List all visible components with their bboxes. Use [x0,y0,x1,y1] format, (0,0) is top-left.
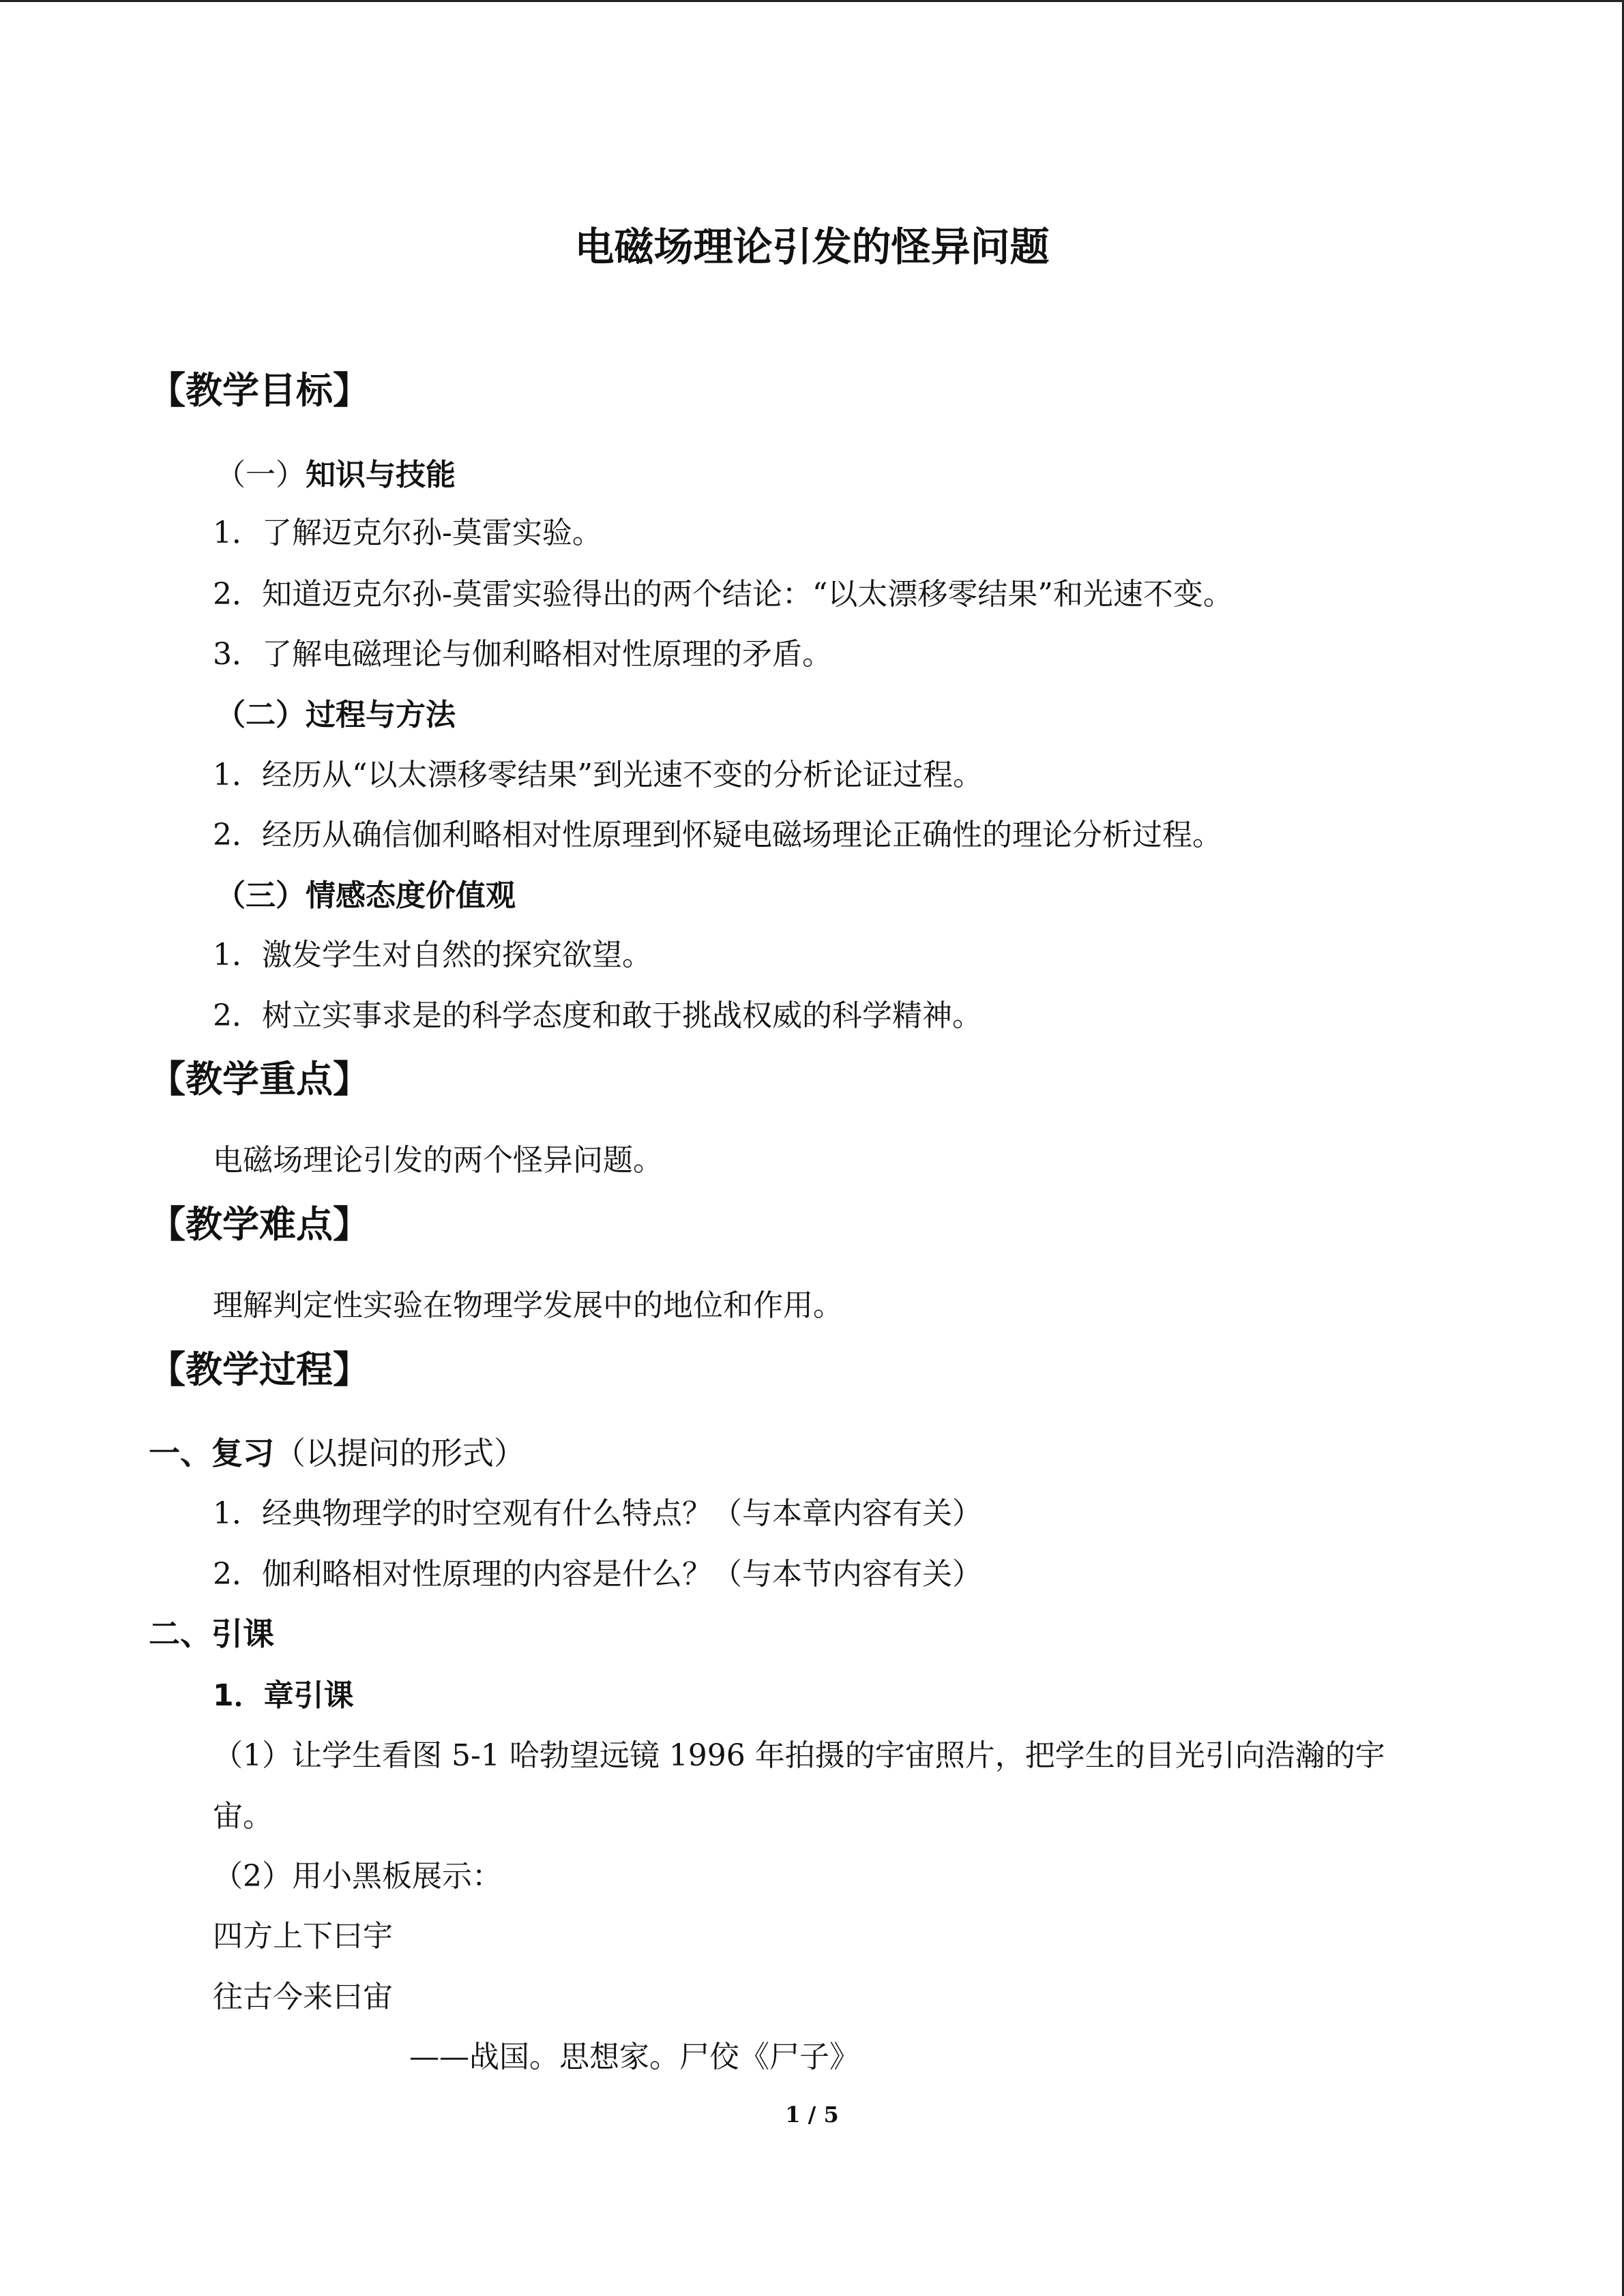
process-subheading [216,690,456,734]
knowledge-item-2: 2．知道迈克尔孙-莫雷实验得出的两个结论：“以太漂移零结果”和光速不变。 [213,577,1233,612]
knowledge-item-3: 3．了解电磁理论与伽利略相对性原理的矛盾。 [213,637,832,672]
review-note: （以提问的形式） [274,1435,525,1472]
emotion-title: （三）情感态度价值观 [216,878,516,913]
review-heading [149,1429,525,1474]
page-number: 1 / 5 [785,2102,839,2128]
quote-line-2: 往古今来曰宙 [213,1980,393,2014]
knowledge-item-1: 1．了解迈克尔孙-莫雷实验。 [213,516,602,550]
intro-step2: （2）用小黑板展示： [213,1859,502,1894]
emotion-item-1: 1．激发学生对自然的探究欲望。 [213,938,652,972]
knowledge-label: （一） [216,458,306,492]
intro-heading [149,1609,274,1654]
emotion-item-2: 2．树立实事求是的科学态度和敢于挑战权威的科学精神。 [213,998,982,1033]
process-item-1: 1．经历从“以太漂移零结果”到光速不变的分析论证过程。 [213,758,983,792]
intro-title: 二、引课 [149,1615,274,1652]
key-points-heading: 【教学重点】 [149,1058,370,1101]
objectives-heading: 【教学目标】 [149,369,370,412]
review-item-2: 2．伽利略相对性原理的内容是什么？（与本节内容有关） [213,1557,982,1592]
chapter-intro-title: 1．章引课 [213,1678,354,1713]
process-title: （二）过程与方法 [216,698,456,732]
difficulties-text: 理解判定性实验在物理学发展中的地位和作用。 [213,1288,843,1323]
knowledge-subheading [216,450,456,494]
review-title: 一、复习 [149,1435,274,1472]
process-item-2: 2．经历从确信伽利略相对性原理到怀疑电磁场理论正确性的理论分析过程。 [213,818,1222,852]
document-title: 电磁场理论引发的怪异问题 [574,224,1050,270]
process-heading: 【教学过程】 [149,1348,370,1391]
key-points-text: 电磁场理论引发的两个怪异问题。 [213,1143,663,1178]
quote-attribution: ——战国。思想家。尸佼《尸子》 [409,2040,859,2074]
difficulties-heading: 【教学难点】 [149,1203,370,1246]
emotion-subheading [216,871,516,914]
quote-line-1: 四方上下曰宇 [213,1919,393,1954]
intro-step1-line2: 宙。 [213,1799,273,1834]
intro-step1-line1: （1）让学生看图 5-1 哈勃望远镜 1996 年拍摄的宇宙照片，把学生的目光引向浩瀚的宇 [213,1738,1385,1773]
review-item-1: 1．经典物理学的时空观有什么特点？（与本章内容有关） [213,1496,982,1531]
knowledge-title: 知识与技能 [306,458,456,492]
